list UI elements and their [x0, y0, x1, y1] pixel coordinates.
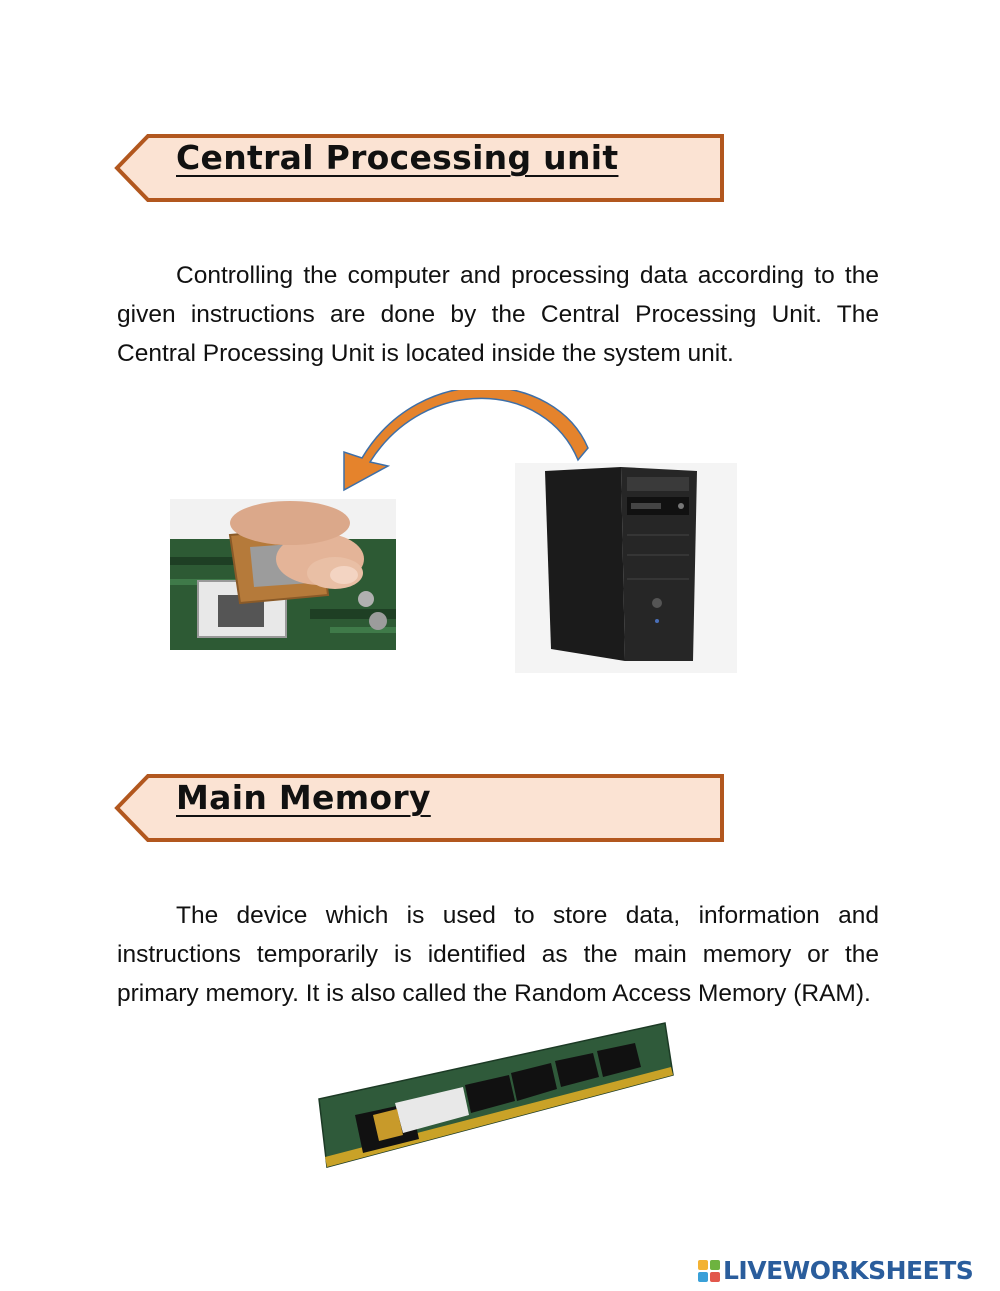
- cpu-heading: Central Processing unit: [176, 138, 619, 177]
- watermark-text: LIVEWORKSHEETS: [723, 1256, 974, 1285]
- cpu-paragraph: Controlling the computer and processing data according to the given instructions are done by the Central Processing Unit. The Central Processing Unit is located inside the system unit.: [117, 262, 879, 367]
- cpu-heading-banner: [114, 134, 724, 202]
- liveworksheets-logo-icon: [698, 1260, 720, 1282]
- memory-paragraph: The device which is used to store data, information and instructions temporarily is identified as the main memory or the primary memory. It is also called the Random Access Memory (RAM).: [117, 902, 879, 1007]
- system-unit-photo: [515, 463, 737, 673]
- ram-module-photo: [315, 1015, 677, 1175]
- processor-photo: [170, 499, 396, 650]
- memory-heading-banner: [114, 774, 724, 842]
- liveworksheets-watermark: [698, 1256, 973, 1285]
- memory-heading: Main Memory: [176, 778, 431, 817]
